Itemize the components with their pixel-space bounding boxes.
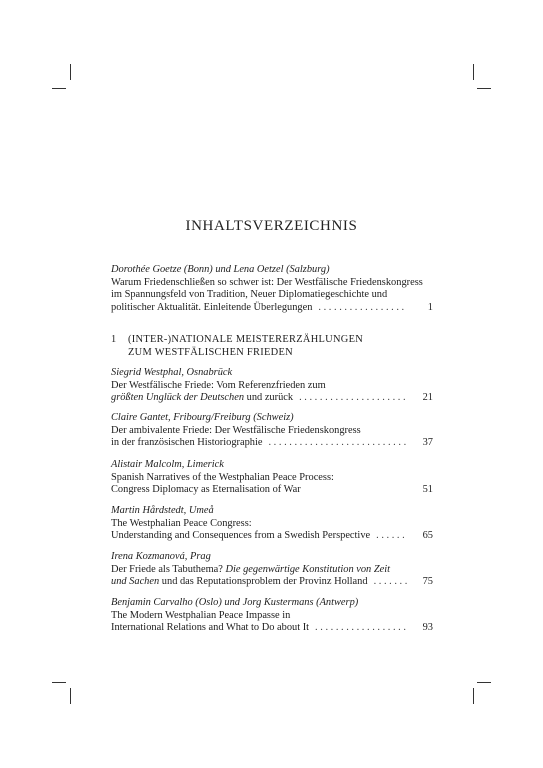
entry-title-text: und zurück: [244, 392, 294, 404]
crop-mark-bottom-left-horizontal: [52, 682, 66, 683]
entry-title-line: in der französischen Historiographie: [111, 437, 263, 449]
section-title-line: ZUM WESTFÄLISCHEN FRIEDEN: [128, 346, 293, 358]
entry-title-italic: Die gegenwärtige Konstitution von Zeit: [225, 563, 391, 575]
section-heading: [111, 334, 433, 359]
dot-leader: [318, 302, 407, 315]
entry-last-line: [111, 392, 433, 405]
toc-entry-intro: [111, 264, 433, 314]
crop-mark-bottom-right-horizontal: [477, 682, 491, 683]
toc-entry: [111, 597, 433, 635]
entry-title-text: und das Reputationsproblem der Provinz Holland: [159, 576, 368, 588]
crop-mark-bottom-right-vertical: [473, 688, 474, 704]
dot-leader: [268, 437, 407, 450]
crop-mark-top-right-horizontal: [477, 88, 491, 89]
entry-last-line: [111, 530, 433, 543]
entry-title-line: Der Westfälische Friede: Vom Referenzfrieden zum: [111, 379, 326, 391]
entry-last-line: [111, 484, 433, 497]
entry-title-line: The Westphalian Peace Congress:: [111, 517, 252, 529]
entry-last-line: [111, 437, 433, 450]
entry-title-line: International Relations and What to Do about It: [111, 622, 310, 634]
crop-mark-top-left-horizontal: [52, 88, 66, 89]
entry-title-line: Congress Diplomacy as Eternalisation of War: [111, 484, 301, 496]
page-number: 1: [427, 301, 433, 313]
section-number: 1: [111, 334, 117, 345]
toc-entry: [111, 551, 433, 589]
page-number: 65: [422, 530, 433, 542]
entry-title-line: Der ambivalente Friede: Der Westfälische Friedenskongress: [111, 424, 361, 436]
entry-title-text: Der Friede als Tabuthema?: [111, 563, 226, 575]
crop-mark-bottom-left-vertical: [70, 688, 71, 704]
page-number: 75: [422, 576, 433, 588]
entry-title-line: Spanish Narratives of the Westphalian Peace Process:: [111, 471, 334, 483]
entry-title-line: im Spannungsfeld von Tradition, Neuer Diplomatiegeschichte und: [111, 289, 388, 301]
crop-mark-top-right-vertical: [473, 64, 474, 80]
entry-title-line: [111, 564, 433, 577]
page-number: 93: [422, 622, 433, 634]
dot-leader: [315, 622, 407, 635]
entry-title-italic: und Sachen: [111, 576, 160, 588]
crop-mark-top-left-vertical: [70, 64, 71, 80]
page-title: INHALTSVERZEICHNIS: [185, 218, 358, 234]
entry-title-line: Warum Friedenschließen so schwer ist: Der Westfälische Friedenskongress: [111, 276, 423, 288]
entry-title-italic: größten Unglück der Deutschen: [111, 392, 245, 404]
dot-leader: [374, 576, 407, 589]
entry-author: Martin Hårdstedt, Umeå: [111, 505, 214, 516]
entry-last-line: [111, 576, 433, 589]
toc-entry: [111, 367, 433, 405]
toc-entry: [111, 412, 433, 450]
toc-entry: [111, 505, 433, 543]
entry-author: Alistair Malcolm, Limerick: [111, 459, 224, 470]
page-number: 21: [422, 392, 433, 404]
entry-last-line: [111, 622, 433, 635]
entry-author: Claire Gantet, Fribourg/Freiburg (Schweiz): [111, 412, 294, 423]
entry-author: Dorothée Goetze (Bonn) und Lena Oetzel (Salzburg): [111, 264, 330, 275]
entry-last-line: [111, 302, 433, 315]
entry-author: Irena Kozmanová, Prag: [111, 551, 211, 562]
entry-title-line: Understanding and Consequences from a Swedish Perspective: [111, 530, 371, 542]
dot-leader: [299, 392, 407, 405]
dot-leader: [376, 530, 407, 543]
entry-title-line: politischer Aktualität. Einleitende Überlegungen: [111, 301, 313, 313]
toc-entry: [111, 459, 433, 497]
section-title-line: (INTER-)NATIONALE MEISTERERZÄHLUNGEN: [128, 334, 364, 345]
page-number: 51: [422, 484, 433, 496]
entry-author: Benjamin Carvalho (Oslo) und Jorg Kustermans (Antwerp): [111, 597, 359, 608]
page-number: 37: [422, 437, 433, 449]
entry-author: Siegrid Westphal, Osnabrück: [111, 367, 233, 378]
entry-title-line: The Modern Westphalian Peace Impasse in: [111, 609, 291, 621]
